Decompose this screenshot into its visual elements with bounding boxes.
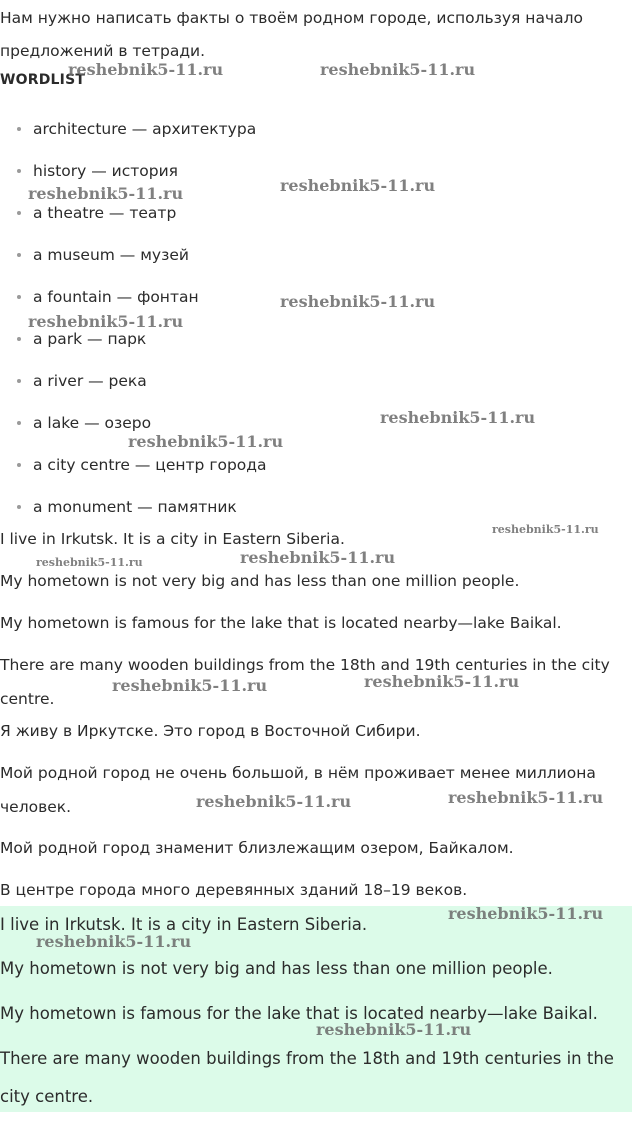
watermark: reshebnik5-11.ru <box>316 1020 472 1039</box>
bullet-icon <box>17 421 21 425</box>
watermark: reshebnik5-11.ru <box>380 408 536 427</box>
english-sentence: My hometown is not very big and has less than one million people. <box>0 572 520 590</box>
bullet-icon <box>17 169 21 173</box>
list-item <box>0 450 267 492</box>
answer-sentence: I live in Irkutsk. It is a city in Eastern Siberia. <box>0 915 368 934</box>
watermark: reshebnik5-11.ru <box>448 904 604 923</box>
watermark: reshebnik5-11.ru <box>68 60 224 79</box>
russian-sentence: Мой родной город знаменит близлежащим озером, Байкалом. <box>0 839 514 857</box>
russian-sentence: В центре города много деревянных зданий 18–19 веков. <box>0 881 468 899</box>
wordlist-entry: a river — река <box>33 372 147 390</box>
watermark: reshebnik5-11.ru <box>112 676 268 695</box>
russian-sentence: Я живу в Иркутске. Это город в Восточной Сибири. <box>0 722 421 740</box>
bullet-icon <box>17 463 21 467</box>
bullet-icon <box>17 337 21 341</box>
english-sentence: My hometown is famous for the lake that is located nearby—lake Baikal. <box>0 614 562 632</box>
wordlist-entry: a museum — музей <box>33 246 189 264</box>
watermark: reshebnik5-11.ru <box>240 548 396 567</box>
watermark: reshebnik5-11.ru <box>280 176 436 195</box>
wordlist-entry: architecture — архитектура <box>33 120 257 138</box>
task-intro: Нам нужно написать факты о твоём родном городе, используя начало предложений в тетради. <box>0 9 583 60</box>
watermark: reshebnik5-11.ru <box>28 312 184 331</box>
english-sentence: There are many wooden buildings from the 18th and 19th centuries in the city centre. <box>0 656 610 708</box>
wordlist-entry: a theatre — театр <box>33 204 177 222</box>
russian-sentence: Мой родной город не очень большой, в нём проживает менее миллиона человек. <box>0 764 596 816</box>
english-sentence: I live in Irkutsk. It is a city in Eastern Siberia. <box>0 530 345 548</box>
bullet-icon <box>17 379 21 383</box>
watermark: reshebnik5-11.ru <box>128 432 284 451</box>
watermark: reshebnik5-11.ru <box>364 672 520 691</box>
answer-sentence: My hometown is famous for the lake that is located nearby—lake Baikal. <box>0 1004 598 1023</box>
wordlist-entry: a lake — озеро <box>33 414 152 432</box>
watermark: reshebnik5-11.ru <box>492 523 599 536</box>
list-item <box>0 366 267 408</box>
list-item <box>0 198 267 240</box>
watermark: reshebnik5-11.ru <box>36 556 143 569</box>
watermark: reshebnik5-11.ru <box>320 60 476 79</box>
wordlist-heading: WORDLIST <box>0 72 86 88</box>
watermark: reshebnik5-11.ru <box>28 184 184 203</box>
watermark: reshebnik5-11.ru <box>280 292 436 311</box>
wordlist-entry: a city centre — центр города <box>33 456 267 474</box>
answer-sentence: My hometown is not very big and has less than one million people. <box>0 959 553 978</box>
list-item <box>0 240 267 282</box>
bullet-icon <box>17 127 21 131</box>
answer-sentence: There are many wooden buildings from the 18th and 19th centuries in the city centre. <box>0 1049 614 1106</box>
watermark: reshebnik5-11.ru <box>448 788 604 807</box>
wordlist-entry: history — история <box>33 162 179 180</box>
watermark: reshebnik5-11.ru <box>36 932 192 951</box>
watermark: reshebnik5-11.ru <box>196 792 352 811</box>
bullet-icon <box>17 211 21 215</box>
list-item <box>0 114 267 156</box>
wordlist-entry: a fountain — фонтан <box>33 288 199 306</box>
wordlist-entry: a monument — памятник <box>33 498 237 516</box>
wordlist-entry: a park — парк <box>33 330 147 348</box>
bullet-icon <box>17 253 21 257</box>
bullet-icon <box>17 505 21 509</box>
bullet-icon <box>17 295 21 299</box>
